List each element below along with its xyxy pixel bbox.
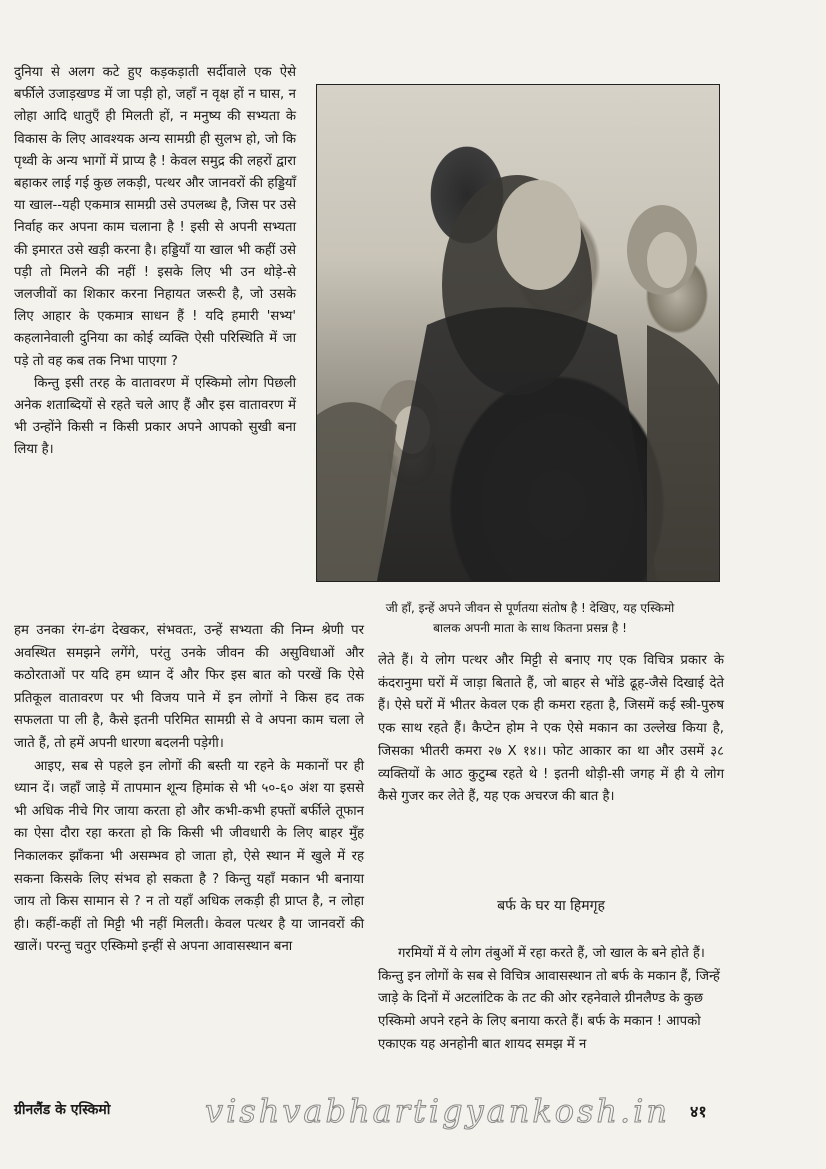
paragraph: हम उनका रंग-ढंग देखकर, संभवतः, उन्हें सभ्यता की निम्न श्रेणी पर अवस्थित समझने लगेंगे, परंतु उनके जीवन की असुविधाओं और कठोरताओं पर यदि हम ध्यान दें और फिर इस बात को परखें कि ऐसे प्रतिकूल वातावरण पर भी विजय पाने में इन लोगों ने किस हद तक सफलता पा ली है, कैसे इतनी परिमित सामग्री से वे अपना काम चला ले जाते हैं, तो हमें अपनी धारणा बदलनी पड़ेगी। [14,623,364,751]
caption-line: जी हाँ, इन्हें अपने जीवन से पूर्णतया संतोष है ! देखिए, यह एस्किमो [385,601,675,615]
chapter-title: ग्रीनलैंड के एस्किमो [14,1102,111,1118]
caption-line: बालक अपनी माता के साथ कितना प्रसन्न है ! [433,621,627,635]
paragraph: लेते हैं। ये लोग पत्थर और मिट्टी से बनाए गए एक विचित्र प्रकार के कंदरानुमा घरों में जाड़ा बिताते हैं, जो बाहर से भोंडे ढूह-जैसे दिखाई देते हैं। ऐसे घरों में भीतर केवल एक ही कमरा रहता है, जिसमें कई स्त्री-पुरुष एक साथ रहते हैं। कैप्टेन होम ने एक ऐसे मकान का उल्लेख किया है, जिसका भीतरी कमरा २७ X १४।। फोट आकार का था और उसमें ३८ व्यक्तियों के आठ कुटुम्ब रहते थे ! इतनी थोड़ी-सी जगह में ही ये लोग कैसे गुजर कर लेते हैं, यह एक अचरज की बात है। [378,653,724,805]
paragraph: किन्तु इसी तरह के वातावरण में एस्किमो लोग पिछली अनेक शताब्दियों से रहते चले आए हैं और इस वातावरण में भी उन्होंने किसी न किसी प्रकार अपने आपको सुखी बना लिया है। [14,375,296,458]
right-column [378,650,724,809]
paragraph: गरमियों में ये लोग तंबुओं में रहा करते हैं, जो खाल के बने होते हैं। किन्तु इन लोगों के सब से विचित्र आवासस्थान तो बर्फ के मकान हैं, जिन्हें जाड़े के दिनों में अटलांटिक के तट की ओर रहनेवाले ग्रीनलैण्ड के कुछ एस्किमो अपने रहने के लिए बनाया करते हैं। बर्फ के मकान ! आपको एकाएक यह अनहोनी बात शायद समझ में न [378,946,720,1052]
left-column-top [14,62,296,462]
paragraph: आइए, सब से पहले इन लोगों की बस्ती या रहने के मकानों पर ही ध्यान दें। जहाँ जाड़े में तापमान शून्य हिमांक से भी ५०-६० अंश या इससे भी अधिक नीचे गिर जाया करता हो और कभी-कभी हफ्तों बर्फीले तूफान का ऐसा दौरा रहा करता हो कि किसी भी जीवधारी के लिए बाहर मुँह निकालकर झाँकना भी असम्भव हो जाता हो, ऐसे स्थान में खुले में रह सकना किसके लिए संभव हो सकता है ? किन्तु यहाँ मकान भी बनाया जाय तो किस सामान से ? न तो यहाँ अधिक लकड़ी ही प्राप्त है, न लोहा ही। कहीं-कहीं तो मिट्टी भी नहीं मिलती। केवल पत्थर है या जानवरों की खालें। परन्तु चतुर एस्किमो इन्हीं से अपना आवासस्थान बना [14,758,364,955]
right-column-continued [378,930,724,1069]
photo-inuit-mother-with-child-icon [317,85,719,581]
paragraph: दुनिया से अलग कटे हुए कड़कड़ाती सर्दीवाले एक ऐसे बर्फीले उजाड़खण्ड में जा पड़ी हो, जहाँ न वृक्ष हों न घास, न लोहा आदि धातुएँ ही मिलती हों, न मनुष्य की सभ्यता के विकास के लिए आवश्यक अन्य सामग्री ही सुलभ हो, जो कि पृथ्वी के अन्य भागों में प्राप्य है ! केवल समुद्र की लहरों द्वारा बहाकर लाई गई कुछ लकड़ी, पत्थर और जानवरों की हड्डियाँ या खाल--यही एकमात्र सामग्री उसे उपलब्ध है, जिस पर उसे निर्वाह कर अपना काम चलाना है ! इसी से अपनी सभ्यता की इमारत उसे खड़ी करना है। हड्डियाँ या खाल भी कहीं उसे पड़ी तो मिलने की नहीं ! इसके लिए भी उन थोड़े-से जलजीवों का शिकार करना निहायत जरूरी है, जो उसके लिए आहार के एकमात्र साधन हैं ! यदि हमारी 'सभ्य' कहलानेवाली दुनिया का कोई व्यक्ति ऐसी परिस्थिति में जा पड़े तो वह कब तक निभा पाएगा ? [14,65,296,369]
left-column-bottom [14,620,364,959]
photo-caption [340,598,720,638]
photo-mother-and-child [316,84,720,582]
section-heading: बर्फ के घर या हिमगृह [497,898,605,914]
page-number: ४१ [690,1102,707,1121]
watermark: vishvabhartigyankosh.in [205,1092,671,1130]
